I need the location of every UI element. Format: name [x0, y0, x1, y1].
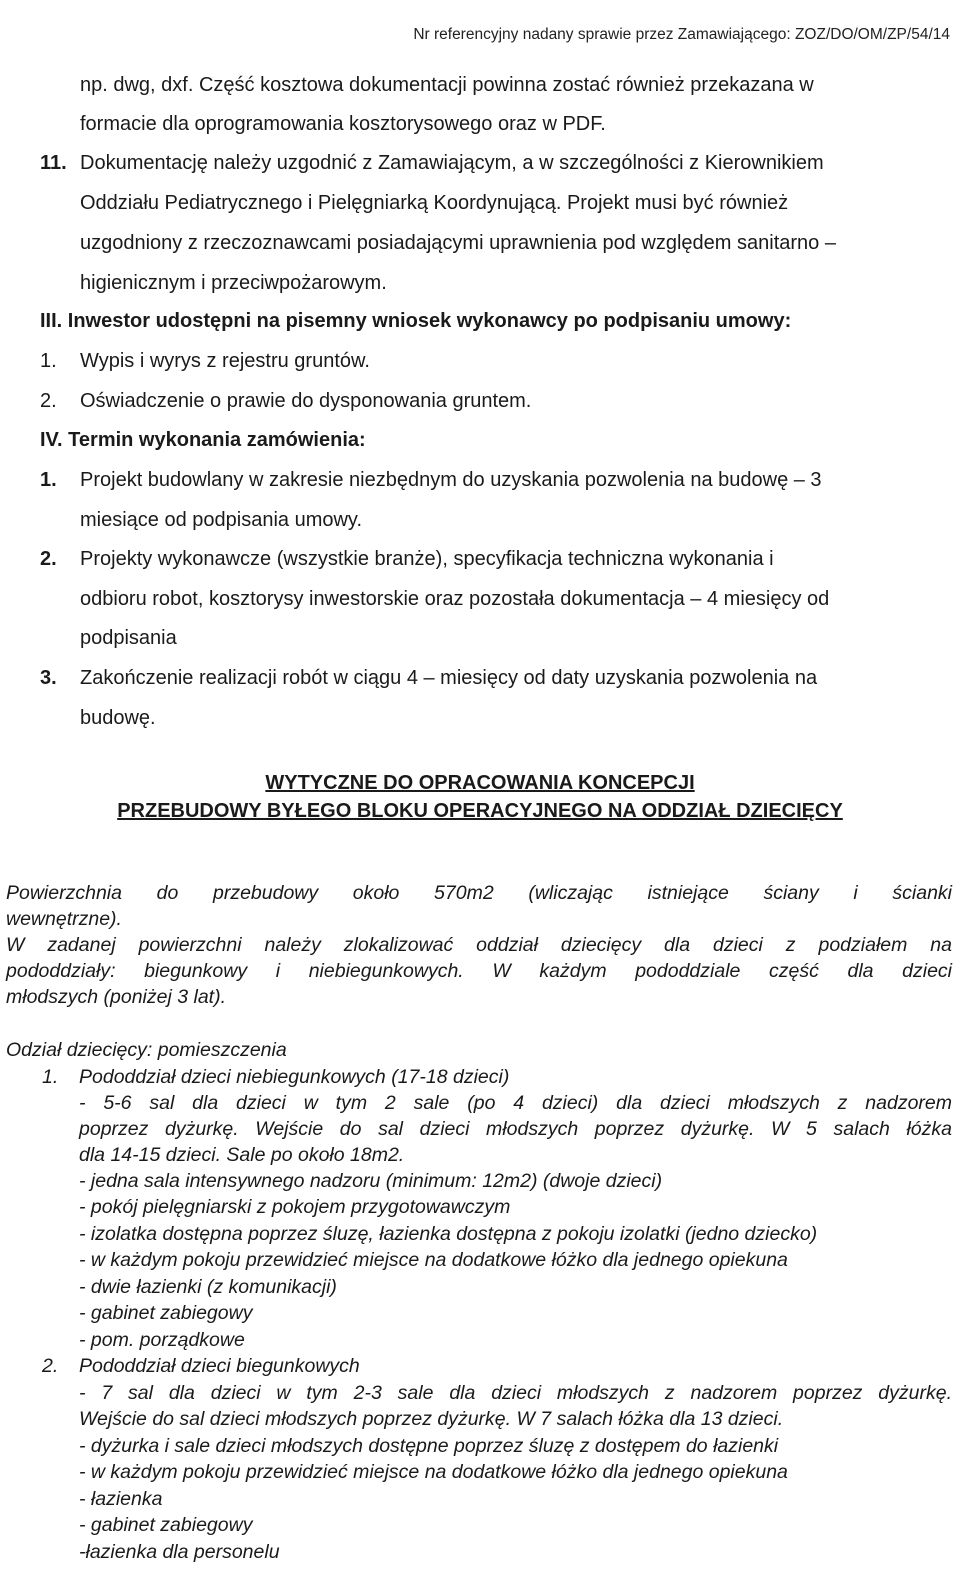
text-line: np. dwg, dxf. Część kosztowa dokumentacji powinna zostać również przekazana w	[80, 74, 814, 96]
item-number: 1.	[40, 350, 57, 372]
item-number: 1.	[42, 1066, 59, 1088]
list-item: - 5-6 sal dla dzieci w tym 2 sale (po 4 dzieci) dla dzieci młodszych z nadzorem	[79, 1092, 952, 1114]
list-item: dla 14-15 dzieci. Sale po około 18m2.	[79, 1144, 405, 1166]
subsection-title: Pododdział dzieci biegunkowych	[79, 1355, 360, 1377]
list-item: Wypis i wyrys z rejestru gruntów.	[80, 350, 370, 372]
text-line: Projekty wykonawcze (wszystkie branże), specyfikacja techniczna wykonania i	[80, 548, 774, 570]
list-item: - gabinet zabiegowy	[79, 1514, 253, 1536]
ward-heading: Odział dziecięcy: pomieszczenia	[6, 1039, 287, 1061]
upper-content	[0, 66, 960, 766]
text-line: W zadanej powierzchni należy zlokalizować oddział dziecięcy dla dzieci z podziałem na	[6, 934, 952, 956]
text-line: uzgodniony z rzeczoznawcami posiadającymi uprawnienia pod względem sanitarno –	[80, 232, 836, 254]
list-item: Oświadczenie o prawie do dysponowania gruntem.	[80, 390, 532, 412]
list-item: - w każdym pokoju przewidzieć miejsce na dodatkowe łóżko dla jednego opiekuna	[79, 1249, 788, 1271]
text-line: Projekt budowlany w zakresie niezbędnym do uzyskania pozwolenia na budowę – 3	[80, 469, 822, 491]
list-item: - jedna sala intensywnego nadzoru (minimum: 12m2) (dwoje dzieci)	[79, 1170, 663, 1192]
list-item: - w każdym pokoju przewidzieć miejsce na dodatkowe łóżko dla jednego opiekuna	[79, 1461, 788, 1483]
list-item: Wejście do sal dzieci młodszych poprzez dyżurkę. W 7 salach łóżka dla 13 dzieci.	[79, 1408, 784, 1430]
item-number: 2.	[40, 390, 57, 412]
subsection-title: Pododdział dzieci niebiegunkowych (17-18 dzieci)	[79, 1066, 510, 1088]
document-reference-header: Nr referencyjny nadany sprawie przez Zamawiającego: ZOZ/DO/OM/ZP/54/14	[413, 26, 950, 43]
section-heading: III. Inwestor udostępni na pisemny wniosek wykonawcy po podpisaniu umowy:	[40, 310, 792, 332]
list-item: poprzez dyżurkę. Wejście do sal dzieci młodszych poprzez dyżurkę. W 5 salach łóżka	[79, 1118, 952, 1140]
guidelines-subtitle: PRZEBUDOWY BYŁEGO BLOKU OPERACYJNEGO NA ODDZIAŁ DZIECIĘCY	[117, 800, 843, 822]
item-number: 2.	[42, 1355, 59, 1377]
text-line: Oddziału Pediatrycznego i Pielęgniarką Koordynującą. Projekt musi być również	[80, 192, 789, 214]
text-line: Dokumentację należy uzgodnić z Zamawiającym, a w szczególności z Kierownikiem	[80, 152, 824, 174]
text-line: wewnętrzne).	[6, 908, 122, 930]
text-line: Zakończenie realizacji robót w ciągu 4 – miesięcy od daty uzyskania pozwolenia na	[80, 667, 818, 689]
item-number: 3.	[40, 667, 57, 689]
list-item: - 7 sal dla dzieci w tym 2-3 sale dla dzieci młodszych z nadzorem poprzez dyżurkę.	[79, 1382, 952, 1404]
item-number: 1.	[40, 469, 57, 491]
list-item: - dyżurka i sale dzieci młodszych dostępne poprzez śluzę z dostępem do łazienki	[79, 1435, 779, 1457]
list-item: - pom. porządkowe	[79, 1329, 245, 1351]
text-line: budowę.	[80, 707, 156, 729]
text-line: pododdziały: biegunkowy i niebiegunkowych. W każdym pododdziale część dla dzieci	[6, 960, 952, 982]
text-line: formacie dla oprogramowania kosztorysowego oraz w PDF.	[80, 113, 606, 135]
list-item: -łazienka dla personelu	[79, 1541, 280, 1563]
text-line: Powierzchnia do przebudowy około 570m2 (wliczając istniejące ściany i ścianki	[6, 882, 952, 904]
text-line: higienicznym i przeciwpożarowym.	[80, 272, 387, 294]
section-heading: IV. Termin wykonania zamówienia:	[40, 429, 366, 451]
text-line: odbioru robot, kosztorysy inwestorskie oraz pozostała dokumentacja – 4 miesięcy od	[80, 588, 830, 610]
list-item: - pokój pielęgniarski z pokojem przygotowawczym	[79, 1196, 511, 1218]
list-item: - dwie łazienki (z komunikacji)	[79, 1276, 337, 1298]
guidelines-title: WYTYCZNE DO OPRACOWANIA KONCEPCJI	[265, 772, 695, 794]
list-item: - łazienka	[79, 1488, 163, 1510]
list-item: - izolatka dostępna poprzez śluzę, łazienka dostępna z pokoju izolatki (jedno dziecko)	[79, 1223, 818, 1245]
text-line: miesiące od podpisania umowy.	[80, 509, 363, 531]
item-number: 2.	[40, 548, 57, 570]
text-line: młodszych (poniżej 3 lat).	[6, 986, 227, 1008]
text-line: podpisania	[80, 627, 177, 649]
item-number: 11.	[40, 152, 67, 174]
list-item: - gabinet zabiegowy	[79, 1302, 253, 1324]
